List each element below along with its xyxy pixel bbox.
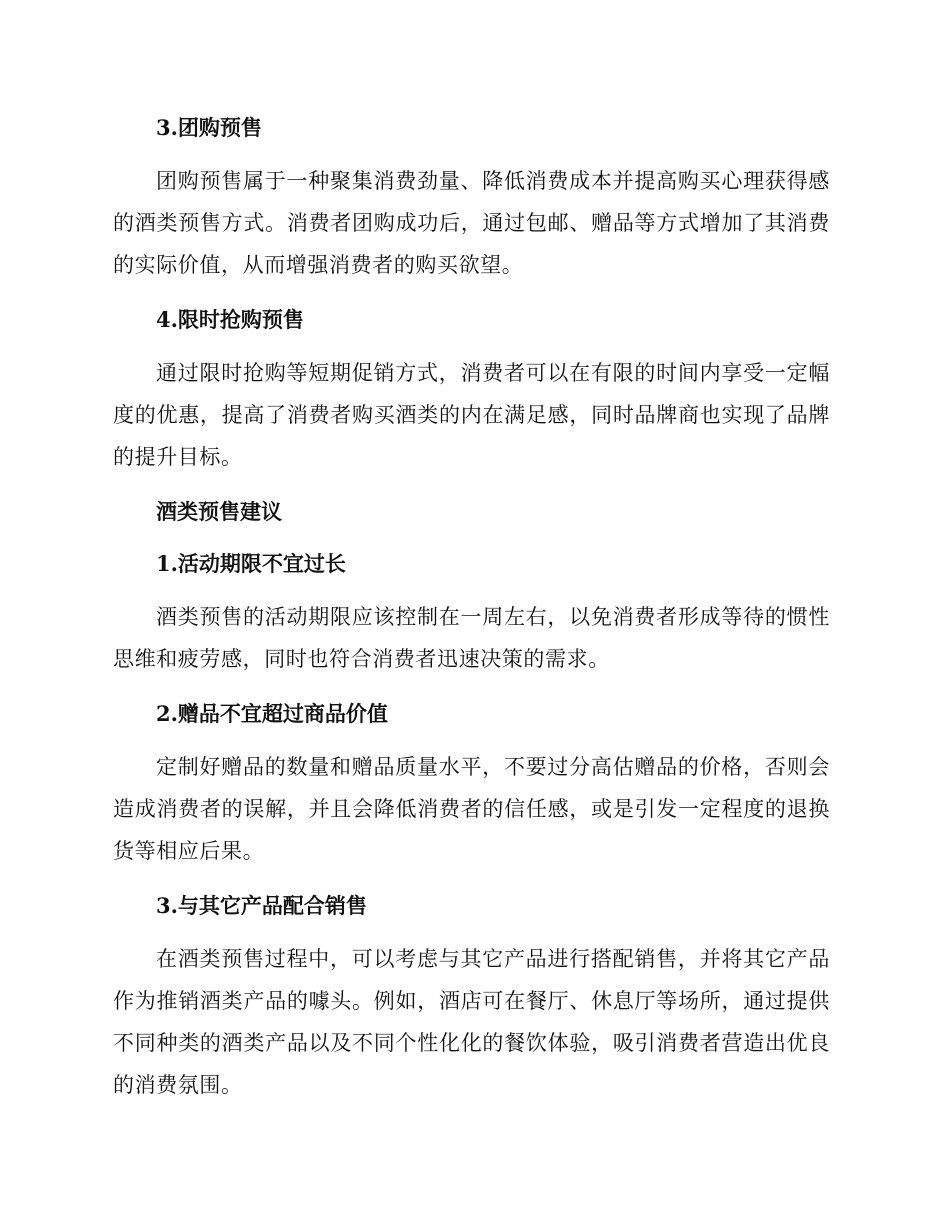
paragraph-duration: 酒类预售的活动期限应该控制在一周左右，以免消费者形成等待的惯性思维和疲劳感，同时也符合消费者迅速决策的需求。 — [113, 605, 830, 671]
section-heading-duration: 1.活动期限不宜过长 — [156, 551, 346, 576]
section-heading-flash-sale: 4.限时抢购预售 — [156, 307, 304, 332]
paragraph-gifts: 定制好赠品的数量和赠品质量水平，不要过分高估赠品的价格，否则会造成消费者的误解，并且会降低消费者的信任感，或是引发一定程度的退换货等相应后果。 — [113, 755, 830, 863]
section-heading-gifts: 2.赠品不宜超过商品价值 — [156, 701, 388, 726]
section-heading-suggestions: 酒类预售建议 — [156, 499, 282, 524]
section-heading-group-buy: 3.团购预售 — [156, 115, 262, 140]
paragraph-group-buy: 团购预售属于一种聚集消费劲量、降低消费成本并提高购买心理获得感的酒类预售方式。消费者团购成功后，通过包邮、赠品等方式增加了其消费的实际价值，从而增强消费者的购买欲望。 — [113, 169, 830, 277]
document-body — [113, 108, 830, 1106]
paragraph-flash-sale: 通过限时抢购等短期促销方式，消费者可以在有限的时间内享受一定幅度的优惠，提高了消费者购买酒类的内在满足感，同时品牌商也实现了品牌的提升目标。 — [113, 361, 830, 469]
section-heading-bundling: 3.与其它产品配合销售 — [156, 893, 367, 918]
paragraph-bundling: 在酒类预售过程中，可以考虑与其它产品进行搭配销售，并将其它产品作为推销酒类产品的噱头。例如，酒店可在餐厅、休息厅等场所，通过提供不同种类的酒类产品以及不同个性化化的餐饮体验，吸引消费者营造出优良的消费氛围。 — [113, 947, 830, 1097]
